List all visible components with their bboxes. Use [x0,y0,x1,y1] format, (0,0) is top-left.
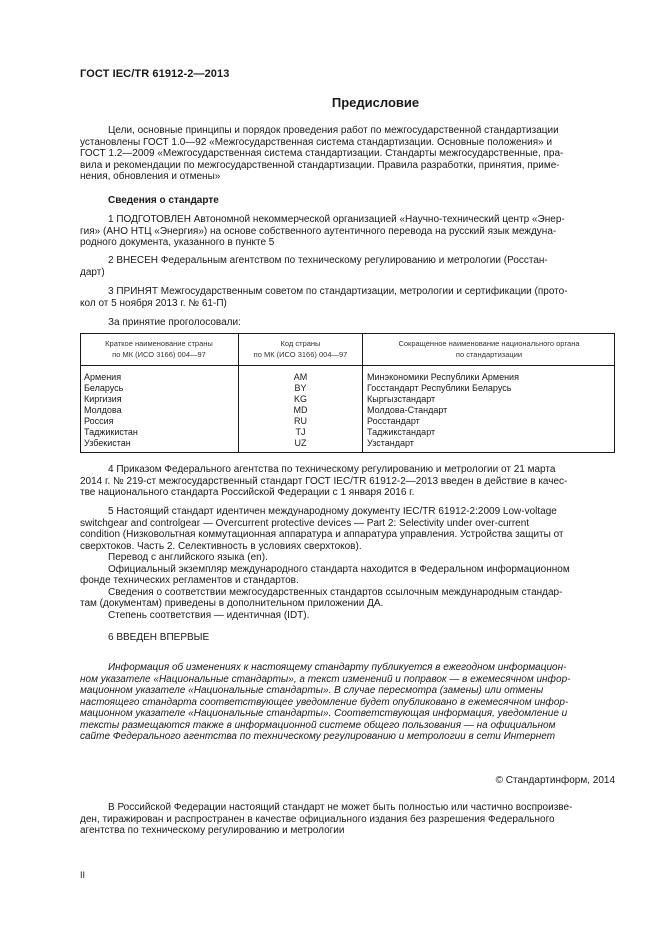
standard-code: ГОСТ IEC/TR 61912-2—2013 [80,68,230,80]
page-number: II [80,870,86,880]
header-body: Сокращенное наименование национального органа по стандартизации [363,333,616,366]
item-6: 6 ВВЕДЕН ВПЕРВЫЕ [108,632,210,643]
item-3: 3 ПРИНЯТ Межгосударственным советом по стандартизации, метрологии и сертификации (прото- кол от 5 ноября 2013 г. № 61-П) [80,286,568,309]
vote-intro: За принятие проголосовали: [108,317,241,328]
item-1: 1 ПОДГОТОВЛЕН Автономной некоммерческой организацией «Научно-технический центр «Энер- гия» (АНО НТЦ «Энергия») на основе собственного аутентичного перевода на русский язык междуна- родного документа, указанного в пункте 5 [80,214,565,248]
item-4: 4 Приказом Федерального агентства по техническому регулированию и метрологии от 21 марта 2014 г. № 219-ст межгосударственный стандарт ГОСТ IEC/TR 61912-2—2013 введен в действие в качес- тве национального стандарта Российской Федерации с 1 января 2016 г. [80,464,568,498]
header-country: Краткое наименование страны по МК (ИСО 3166) 004—97 [80,333,239,366]
table-row: Беларусь BY Госстандарт Республики Беларусь [80,383,615,394]
table-row: Таджикистан TJ Таджикстандарт [80,427,615,438]
table-row: Узбекистан UZ Узстандарт [80,438,615,453]
table-row: Армения AM Минэкономики Республики Армения [80,366,615,384]
item-2: 2 ВНЕСЕН Федеральным агентством по техническому регулированию и метрологии (Росстан- дарт) [80,255,548,278]
rights-statement: В Российской Федерации настоящий стандарт не может быть полностью или частично воспроизве- ден, тиражирован и распространен в качестве официального издания без разрешения Федерального агентства по техническому регулированию и метрологии [80,802,573,836]
copyright-notice: © Стандартинформ, 2014 [495,775,615,786]
table-row: Киргизия KG Кыргызстандарт [80,394,615,405]
table-row: Россия RU Росстандарт [80,416,615,427]
header-code: Код страны по МК (ИСО 3166) 004—97 [239,333,363,366]
table-header-row [80,333,615,366]
intro-paragraph: Цели, основные принципы и порядок проведения работ по межгосударственной стандартизации установлены ГОСТ 1.0—92 «Межгосударственная система стандартизации. Основные положения» и ГОСТ 1.2—2009 «Межгосударственная система стандартизации. Стандарты межгосударственные, пра- вила и рекомендации по межгосударственной стандартизации. Правила разработки, принятия, приме- нения, обновления и отмены» [80,125,564,182]
item-5: 5 Настоящий стандарт идентичен международному документу IEC/TR 61912-2:2009 Low-voltage switchgear and controlgear — Overcurrent protective devices — Part 2: Selectivity under over-current condition (Низковольтная коммутационная аппаратура и аппаратура управления. Устройства защиты от сверхтоков. Часть 2. Селективность в условиях сверхтоков). Перевод с английского языка (en). Официальный экземпляр международного стандарта находится в Федеральном информационном фонде технических регламентов и стандартов. Сведения о соответствии межгосударственных стандартов ссылочным международным стандар- там (документам) приведены в дополнительном приложении ДА. Степень соответствия — идентичная (IDT). [80,506,570,621]
table-row: Молдова MD Молдова-Стандарт [80,405,615,416]
page-title: Предисловие [331,95,420,110]
info-heading: Сведения о стандарте [108,195,219,206]
amendments-notice: Информация об изменениях к настоящему стандарту публикуется в ежегодном информацион- ном указателе «Национальные стандарты», а текст изменений и поправок — в ежемесячном инфор- мационном указателе «Национальные стандарты». В случае пересмотра (замены) или отмены настоящего стандарта соответствующее уведомление будет опубликовано в ежемесячном инфор- мационном указателе «Национальные стандарты». Соответствующая информация, уведомление и тексты размещаются также в информационной системе общего пользования — на официальном сайте Федерального агентства по техническому регулированию и метрологии в сети Интернет [80,662,571,742]
voting-table [80,333,615,453]
